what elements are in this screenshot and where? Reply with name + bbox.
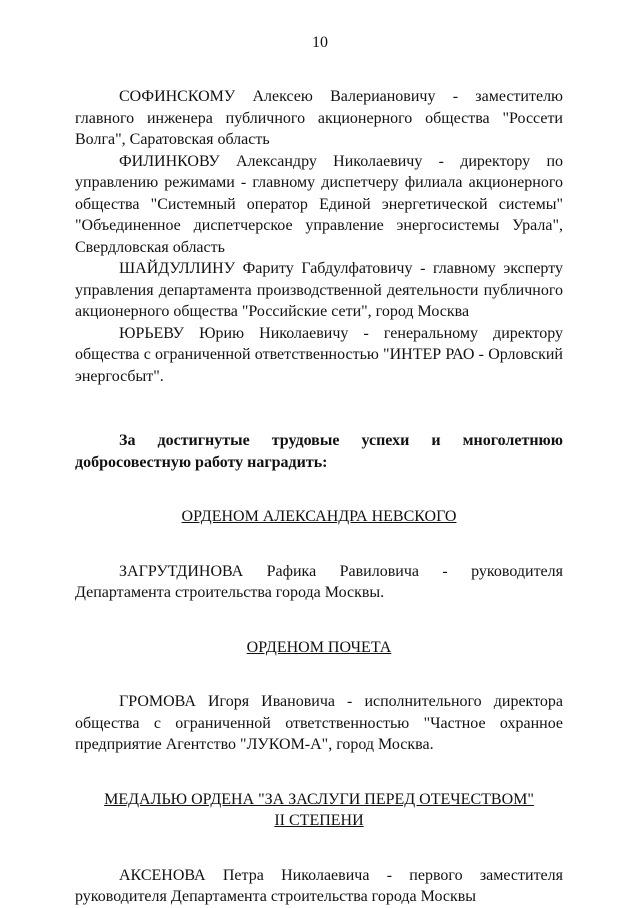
award-entry-gromov: ГРОМОВА Игоря Ивановича - исполнительного директора общества с ограниченной ответственностью "Частное охранное предприятие Агентство "ЛУКОМ-А", город Москва. — [75, 693, 563, 753]
award-heading-merit-medal — [75, 789, 563, 832]
award-heading-honor — [75, 637, 563, 659]
award-entry-aksenov: АКСЕНОВА Петра Николаевича - первого заместителя руководителя Департамента строительства города Москвы — [75, 866, 563, 905]
award-entry-yuryev: ЮРЬЕВУ Юрию Николаевичу - генеральному директору общества с ограниченной ответственностью "ИНТЕР РАО - Орловский энергосбыт". — [75, 324, 563, 385]
award-heading-merit-line1: МЕДАЛЬЮ ОРДЕНА "ЗА ЗАСЛУГИ ПЕРЕД ОТЕЧЕСТВОМ" — [104, 790, 534, 808]
award-entry-shaydullin: ШАЙДУЛЛИНУ Фариту Габдулфатовичу - главному эксперту управления департамента производственной деятельности публичного акционерного общества "Российские сети", город Москва — [75, 260, 563, 320]
award-entry-sofinsky: СОФИНСКОМУ Алексею Валериановичу - заместителю главного инженера публичного акционерного общества "Россети Волга", Саратовская область — [75, 88, 563, 148]
award-heading-nevsky — [75, 506, 563, 528]
award-intro: За достигнутые трудовые успехи и многолетнюю добросовестную работу наградить: — [75, 432, 563, 471]
decree-body — [75, 86, 563, 908]
award-heading-merit-line2: II СТЕПЕНИ — [274, 812, 364, 829]
award-entry-filinkov: ФИЛИНКОВУ Александру Николаевичу - директору по управлению режимами - главному диспетчеру филиала акционерного общества "Системный оператор Единой энергетической системы" "Объединенное диспетчерское управление энергосистемы Урала", Свердловская область — [75, 152, 563, 256]
award-heading-nevsky-text: ОРДЕНОМ АЛЕКСАНДРА НЕВСКОГО — [181, 508, 457, 525]
page-number: 10 — [312, 34, 328, 51]
award-heading-honor-text: ОРДЕНОМ ПОЧЕТА — [246, 638, 392, 656]
award-entry-zagrutdinov: ЗАГРУТДИНОВА Рафика Равиловича - руководителя Департамента строительства города Москвы. — [75, 562, 563, 601]
